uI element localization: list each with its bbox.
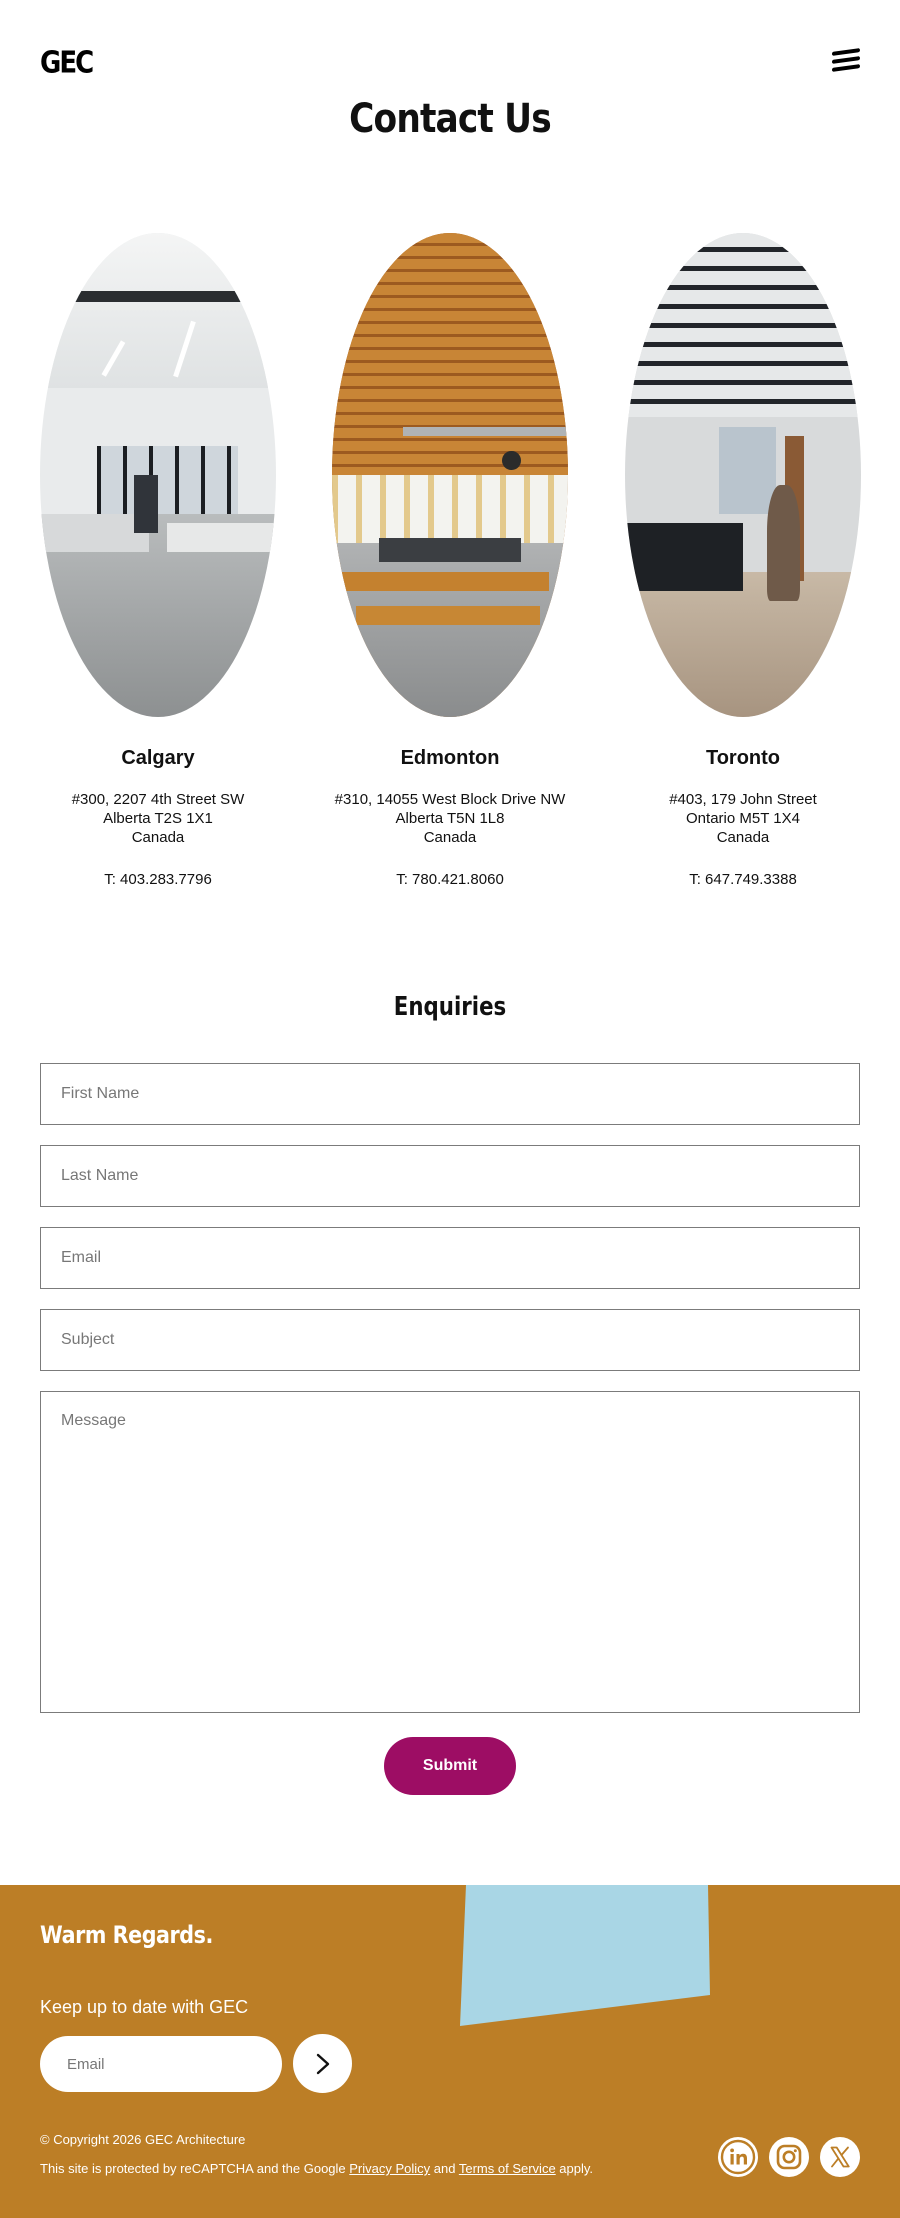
address-line: #403, 179 John Street [669,791,817,808]
email-input[interactable] [40,1227,860,1289]
office-card-edmonton [332,233,568,888]
office-address [30,790,286,847]
terms-of-service-link[interactable]: Terms of Service [458,2161,556,2176]
gec-logo[interactable]: GEC [40,46,93,81]
office-city: Calgary [121,747,195,769]
office-phone[interactable]: T: 403.283.7796 [104,871,212,888]
enquiries-title: Enquiries [393,992,507,1022]
first-name-input[interactable] [40,1063,860,1125]
x-icon[interactable] [820,2137,860,2177]
newsletter-email-input[interactable] [40,2036,282,2092]
newsletter-submit-button[interactable] [293,2034,352,2093]
hamburger-menu-icon[interactable] [832,50,860,72]
office-photo [332,233,568,717]
office-card-calgary [40,233,276,888]
submit-button[interactable]: Submit [384,1737,516,1795]
last-name-input[interactable] [40,1145,860,1207]
address-line: Alberta T2S 1X1 [103,810,213,827]
decorative-shape [460,1885,710,2026]
address-line: Canada [716,829,770,846]
subject-input[interactable] [40,1309,860,1371]
office-photo [40,233,276,717]
office-card-toronto [625,233,861,888]
office-city: Toronto [705,747,781,769]
address-line: #300, 2207 4th Street SW [71,791,245,808]
captcha-text: apply. [555,2161,594,2176]
copyright-text: © Copyright 2026 GEC Architecture [40,2132,246,2147]
chevron-right-icon [314,2053,332,2075]
office-address [625,790,861,847]
message-textarea[interactable] [40,1391,860,1713]
office-phone[interactable]: T: 647.749.3388 [689,871,797,888]
privacy-policy-link[interactable]: Privacy Policy [349,2161,431,2176]
linkedin-icon[interactable] [718,2137,758,2177]
newsletter-label: Keep up to date with GEC [40,1997,249,2017]
instagram-icon[interactable] [769,2137,809,2177]
address-line: Ontario M5T 1X4 [686,810,800,827]
office-phone[interactable]: T: 780.421.8060 [396,871,504,888]
office-address [312,790,588,847]
captcha-text: This site is protected by reCAPTCHA and the Google [40,2161,350,2176]
page-title: Contact Us [349,96,551,142]
office-photo [625,233,861,717]
footer-heading: Warm Regards. [40,1921,213,1949]
address-line: #310, 14055 West Block Drive NW [334,791,566,808]
address-line: Canada [423,829,477,846]
address-line: Alberta T5N 1L8 [395,810,505,827]
recaptcha-notice [40,2161,593,2176]
office-city: Edmonton [400,747,500,769]
captcha-text: and [430,2161,459,2176]
site-footer [0,1885,900,2218]
address-line: Canada [131,829,185,846]
